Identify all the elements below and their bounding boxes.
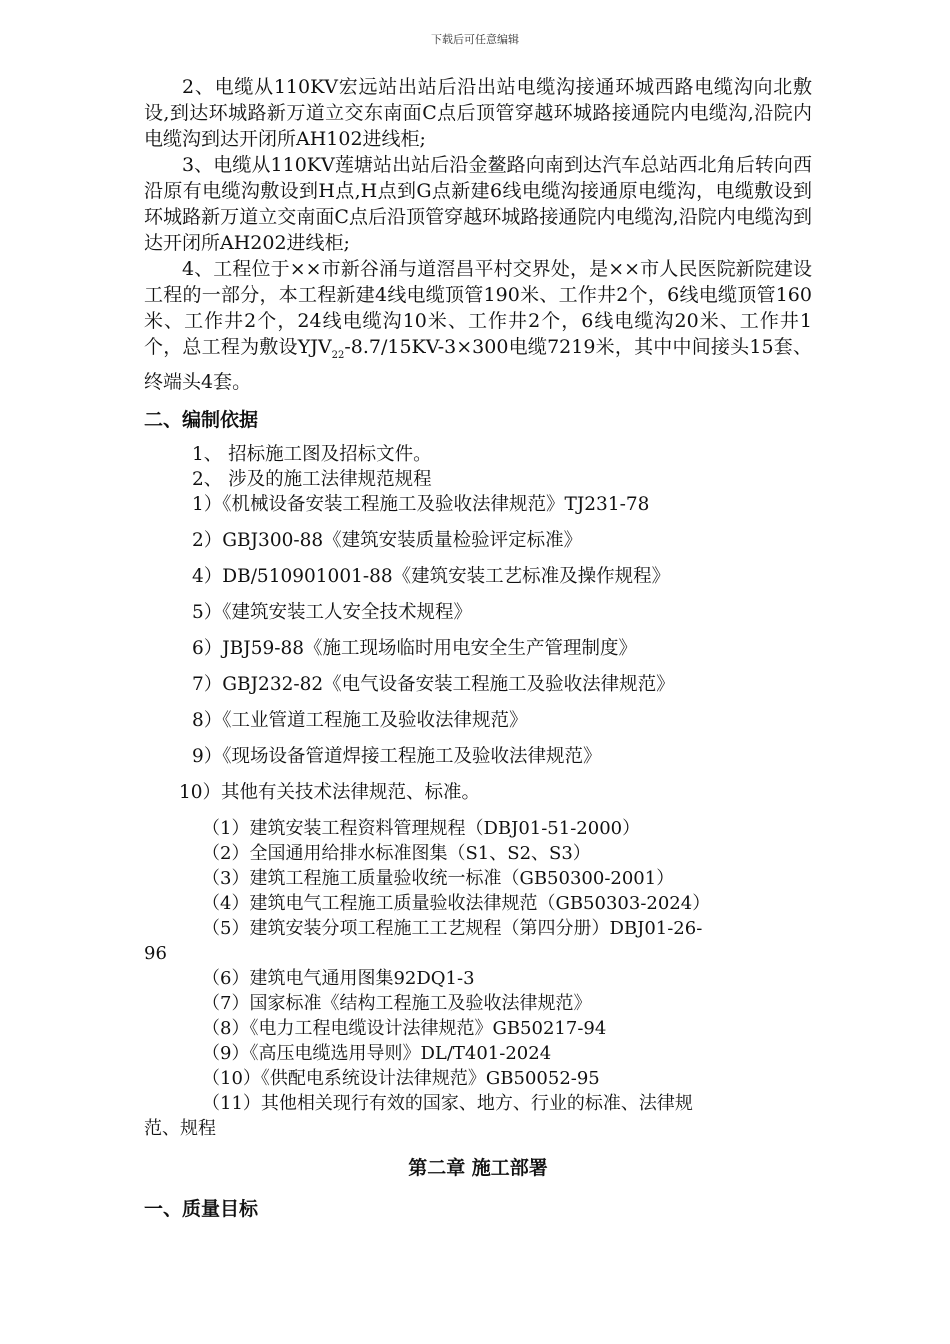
chapter-title: 第二章 施工部署 — [408, 1156, 548, 1179]
regulation-item: 9）《现场设备管道焊接工程施工及验收法律规范》 — [192, 745, 602, 767]
standard-item: （5）建筑安装分项工程施工工艺规程（第四分册）DBJ01-26- — [202, 917, 703, 939]
standard-item: （10）《供配电系统设计法律规范》GB50052-95 — [202, 1067, 600, 1089]
document-body — [144, 74, 812, 1221]
basis-item: 2、 涉及的施工法律规范规程 — [192, 468, 432, 490]
standard-item: （7）国家标准《结构工程施工及验收法律规范》 — [202, 992, 592, 1014]
standard-item: （1）建筑安装工程资料管理规程（DBJ01-51-2000） — [202, 817, 641, 839]
regulation-item: 6）JBJ59-88《施工现场临时用电安全生产管理制度》 — [192, 637, 638, 659]
regulation-item: 8）《工业管道工程施工及验收法律规范》 — [192, 709, 528, 731]
standard-item: （8）《电力工程电缆设计法律规范》GB50217-94 — [202, 1017, 607, 1039]
page-header-note: 下载后可任意编辑 — [431, 33, 519, 46]
standard-item: （2）全国通用给排水标准图集（S1、S2、S3） — [202, 842, 591, 864]
regulation-item: 5）《建筑安装工人安全技术规程》 — [192, 601, 473, 623]
standard-item: （11）其他相关现行有效的国家、地方、行业的标准、法律规 — [202, 1092, 693, 1114]
standard-item: （4）建筑电气工程施工质量验收法律规范（GB50303-2024） — [202, 892, 711, 914]
regulation-item: 7）GBJ232-82《电气设备安装工程施工及验收法律规范》 — [192, 673, 675, 695]
regulation-item: 1）《机械设备安装工程施工及验收法律规范》TJ231-78 — [192, 493, 650, 515]
cable-subscript: 22 — [331, 349, 345, 361]
standard-item: （9）《高压电缆选用导则》DL/T401-2024 — [202, 1042, 552, 1064]
regulation-item: 2）GBJ300-88《建筑安装质量检验评定标准》 — [192, 529, 583, 551]
basis-item: 1、 招标施工图及招标文件。 — [192, 443, 432, 465]
paragraph-item-2: 2、电缆从110KV宏远站出站后沿出站电缆沟接通环城西路电缆沟向北敷设,到达环城路新万道立交东南面C点后顶管穿越环城路接通院内电缆沟,沿院内电缆沟到达开闭所AH102进线柜; — [144, 76, 812, 150]
standard-item-continuation: 96 — [144, 942, 167, 964]
standard-item: （3）建筑工程施工质量验收统一标准（GB50300-2001） — [202, 867, 675, 889]
other-standards-item: 10）其他有关技术法律规范、标准。 — [179, 781, 481, 803]
standard-item-continuation: 范、规程 — [144, 1117, 216, 1139]
paragraph-item-4 — [144, 256, 812, 395]
standards-list — [144, 816, 812, 1141]
section-heading-quality: 一、质量目标 — [144, 1197, 259, 1220]
section-heading-basis: 二、编制依据 — [144, 408, 259, 431]
paragraph-item-3: 3、电缆从110KV莲塘站出站后沿金鳌路向南到达汽车总站西北角后转向西沿原有电缆沟敷设到H点,H点到G点新建6线电缆沟接通原电缆沟，电缆敷设到环城路新万道立交南面C点后沿顶管穿越环城路接通院内电缆沟,沿院内电缆沟到达开闭所AH202进线柜; — [144, 154, 812, 254]
standard-item: （6）建筑电气通用图集92DQ1-3 — [202, 967, 475, 989]
regulation-item: 4）DB/510901001-88《建筑安装工艺标准及操作规程》 — [192, 565, 671, 587]
paragraph-item-4-tail: -8.7/15KV-3×300电缆7219米，其中中间接头15套、终端头4套。 — [144, 336, 812, 393]
paragraph-item-4-main: 4、工程位于××市新谷涌与道滘昌平村交界处，是××市人民医院新院建设工程的一部分，本工程新建4线电缆顶管190米、工作井2个，6线电缆顶管160米、工作井2个，24线电缆沟10米、工作井2个，6线电缆沟20米、工作井1个，总工程为敷设YJV — [144, 258, 812, 358]
